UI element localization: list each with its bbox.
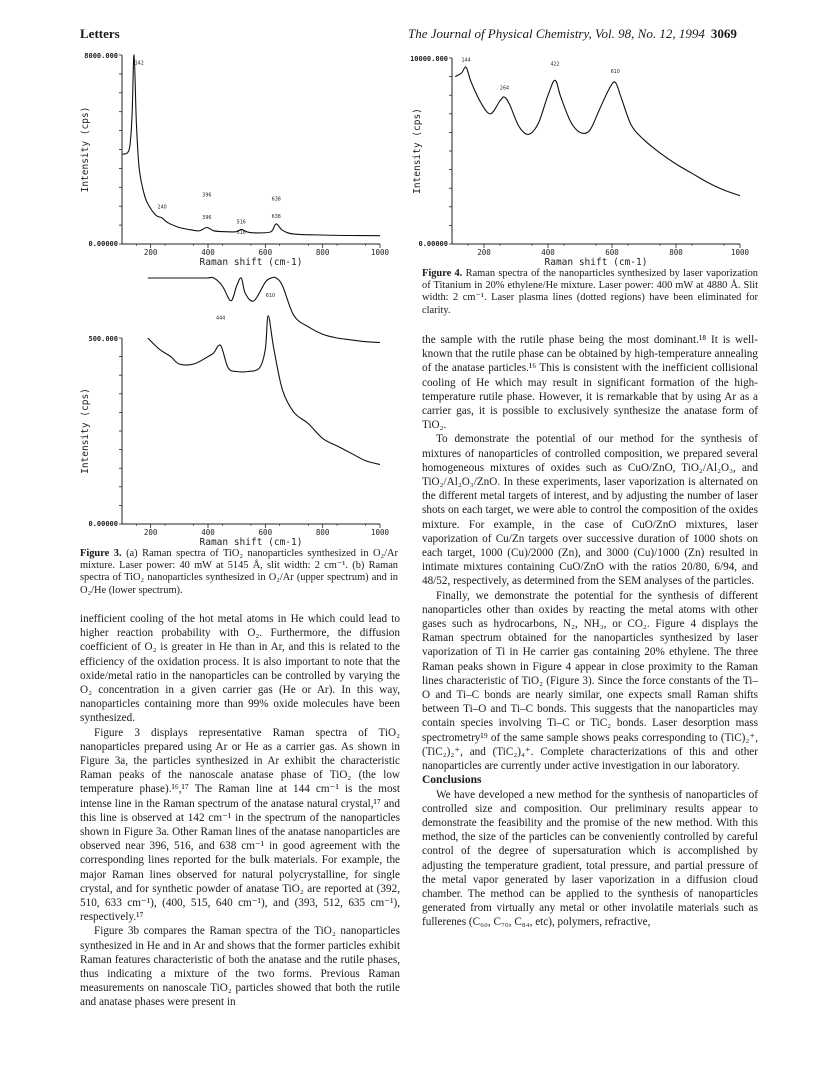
figure-3a-chart	[80, 50, 400, 270]
x-axis-label: Raman shift (cm-1)	[199, 537, 303, 548]
peak-label: 638	[271, 197, 281, 203]
peak-label: 516	[236, 230, 246, 236]
x-tick-label: 600	[258, 528, 273, 537]
right-paragraph-2: To demonstrate the potential of our method for the synthesis of mixtures of nanoparticles of controlled composition, we prepared several homogeneous mixtures of oxides such as CuO/ZnO, TiO₂/Al₂O₃, and TiO₂/Al₂O₃/ZnO. In these experiments, laser vaporization is alternated on the different metal targets of interest, and by adjusting the number of laser shots on each target, we were able to control the composition of the oxides mixture. For example, in the case of CuO/ZnO mixtures, laser vaporization of Cu/Zn targets over successive duration of 1000 shots on each target, 1000 (Cu)/2000 (Zn), and 3000 (Cu)/1000 (Zn) resulted in intimate mixtures containing CuO/ZnO with the ratios 20/80, 6/94, and 48/52, respectively, as determined from the SEM analyses of the particles.	[422, 433, 758, 588]
left-paragraph-2: Figure 3 displays representative Raman spectra of TiO₂ nanoparticles prepared using Ar or He as a carrier gas. As shown in Figure 3a, the particles synthesized in Ar exhibit the characteristic Raman peaks of the nanoscale anatase phase of TiO₂ (the low temperature phase).¹⁶,¹⁷ The Raman line at 144 cm⁻¹ is the most intense line in the Raman spectrum of the anatase natural crystal,¹⁷ and this line is observed at 142 cm⁻¹ in the spectrum of the nanoparticles shown in Figure 3a. Other Raman lines of the anatase nanoparticles are observed near 396, 516, and 638 cm⁻¹ in good agreement with the corresponding lines reported for the bulk materials. For example, the major Raman lines observed for natural polycrystalline, for single crystal, and for synthetic powder of anatase TiO₂ are reported at (392, 510, 633 cm⁻¹), (400, 515, 640 cm⁻¹), and (393, 512, 635 cm⁻¹), respectively.¹⁷	[80, 726, 400, 924]
figure-4-chart	[410, 50, 760, 270]
x-tick-label: 200	[143, 248, 158, 257]
x-tick-label: 400	[201, 248, 215, 257]
peak-label: 422	[550, 62, 560, 68]
x-tick-label: 400	[541, 248, 555, 257]
peak-label: 264	[499, 86, 510, 92]
conclusions-heading: Conclusions	[422, 774, 482, 787]
x-tick-label: 600	[605, 248, 619, 257]
figure-4-caption-label: Figure 4.	[422, 268, 463, 279]
conclusions-paragraph: We have developed a new method for the synthesis of nanoparticles of controlled size and composition. Our preliminary results appear to demonstrate the feasibility and the promise of the new method. With this method, the size of the particles can be conveniently controlled by careful control of the degree of supersaturation which is accomplished by adjusting the temperature gradient, total pressure, and partial pressure of the metal vapor generated by laser vaporization in a diffusion cloud chamber. The method can be applied to the synthesis of nanoparticles generated from virtually any metal or other involatile materials such as fullerenes (C₆₀, C₇₀, C₈₄, etc), polymers, refractive,	[422, 788, 758, 929]
x-tick-label: 200	[477, 248, 491, 257]
peak-label: 396	[202, 193, 212, 199]
right-column	[422, 333, 758, 930]
peak-label: 142	[134, 61, 144, 67]
x-tick-label: 400	[201, 528, 215, 537]
y-axis-label: Intensity (cps)	[80, 388, 91, 474]
figure-4-caption-text: Raman spectra of the nanoparticles synthesized by laser vaporization of Titanium in 20% ethylene/He mixture. Laser power: 400 mW at 4880 Å. Slit width: 2 cm⁻¹. Laser plasma lines (dotted regions) have been eliminated for clarity.	[422, 268, 758, 316]
peak-label: 638	[271, 215, 281, 221]
peak-label: 396	[202, 216, 212, 222]
y-max-label: 8000.000	[84, 52, 118, 60]
peak-label: 610	[610, 69, 620, 75]
series-line-1	[455, 67, 740, 196]
x-tick-label: 1000	[730, 248, 750, 257]
x-tick-label: 200	[143, 528, 158, 537]
journal-header	[408, 26, 737, 42]
peak-label: 240	[157, 205, 167, 211]
y-axis-label: Intensity (cps)	[412, 108, 423, 194]
y-axis-label: Intensity (cps)	[80, 106, 91, 193]
x-axis-label: Raman shift (cm-1)	[199, 257, 303, 268]
x-tick-label: 800	[669, 248, 683, 257]
y-min-label: 0.00000	[418, 240, 448, 248]
x-tick-label: 800	[315, 248, 330, 257]
peak-label: 444	[216, 316, 226, 322]
figure-3-caption	[80, 548, 398, 597]
journal-citation: The Journal of Physical Chemistry, Vol. 98, No. 12, 1994	[408, 26, 705, 41]
right-paragraph-1: the sample with the rutile phase being the most dominant.¹⁸ It is well-known that the rutile phase can be obtained by high-temperature annealing of the anatase particles.¹⁶ This is consistent with the inefficient collisional cooling of He which may result in significant formation of the high-temperature rutile phase. However, it is remarkable that by using Ar as a carrier gas, it is possible to exclusively synthesize the anatase form of TiO₂.	[422, 334, 758, 432]
figure-3-caption-text: (a) Raman spectra of TiO₂ nanoparticles synthesized in O₂/Ar mixture. Laser power: 40 mW at 5145 Å, slit width: 2 cm⁻¹. (b) Raman spectra of TiO₂ nanoparticles synthesized in O₂/Ar (upper spectrum) and in O₂/He (lower spectrum).	[80, 548, 399, 596]
y-min-label: 0.00000	[88, 520, 118, 528]
x-axis-label: Raman shift (cm-1)	[544, 257, 648, 268]
peak-label: 144	[461, 58, 471, 64]
x-tick-label: 1000	[370, 528, 390, 537]
figure-4-caption	[422, 268, 758, 317]
series-line-2	[148, 316, 380, 465]
right-paragraph-3: Finally, we demonstrate the potential for the synthesis of different nanoparticles other than oxides by reacting the metal atoms with other gases such as hydrocarbons, N₂, NH₃, or CO₂. Figure 4 displays the Raman spectrum obtained for the nanoparticles synthesized by laser vaporization of Ti in He carrier gas containing 20% ethylene. The three Raman peaks shown in Figure 4 appear in close proximity to the Raman lines characteristic of TiO₂ (Figure 3). Since the force constants of the Ti–O and Ti–C bonds are nearly similar, one expects small Raman shifts between Ti–O and Ti–C bonds. This suggests that the nanoparticles may contain species involving Ti–C or TiC₂ bonds. Laser desorption mass spectrometry¹⁹ of the same sample shows peaks corresponding to (TiC)₂⁺, (TiC₂)₂⁺, and (TiC₂)₄⁺. Complete characterizations of this and other nanoparticles are currently under active investigation in our laboratory.	[422, 589, 758, 773]
left-paragraph-3: Figure 3b compares the Raman spectra of the TiO₂ nanoparticles synthesized in He and in Ar and shows that the former particles exhibit Raman features characteristic of both the anatase and the rutile phases, thus indicating a mixture of the two forms. Previous Raman measurements on nanoscale TiO₂ particles showed that both the rutile and anatase phases were present in	[80, 925, 400, 1009]
y-min-label: 0.00000	[88, 240, 118, 248]
x-tick-label: 600	[258, 248, 273, 257]
page-number: 3069	[710, 26, 737, 41]
x-tick-label: 1000	[370, 248, 390, 257]
peak-label: 516	[236, 220, 246, 226]
left-column	[80, 612, 400, 1010]
x-tick-label: 800	[315, 528, 330, 537]
peak-label: 610	[265, 294, 276, 300]
y-max-label: 500.000	[88, 335, 118, 343]
y-max-label: 10000.000	[410, 55, 448, 63]
figure-3-caption-label: Figure 3.	[80, 548, 122, 559]
series-line-1	[148, 277, 380, 342]
left-paragraph-1: inefficient cooling of the hot metal atoms in He which could lead to higher reaction probability with O₂. Furthermore, the diffusion coefficient of O₂ is greater in He than in Ar, and this is related to the efficiency of the oxidation process. It is also important to note that the oxide/metal ratio in the nanoparticles can be controlled by varying the O₂ concentration in a given carrier gas (He or Ar). In this way, nanoparticles containing more than 99% oxide molecules have been synthesized.	[80, 613, 400, 725]
section-label: Letters	[80, 26, 120, 41]
